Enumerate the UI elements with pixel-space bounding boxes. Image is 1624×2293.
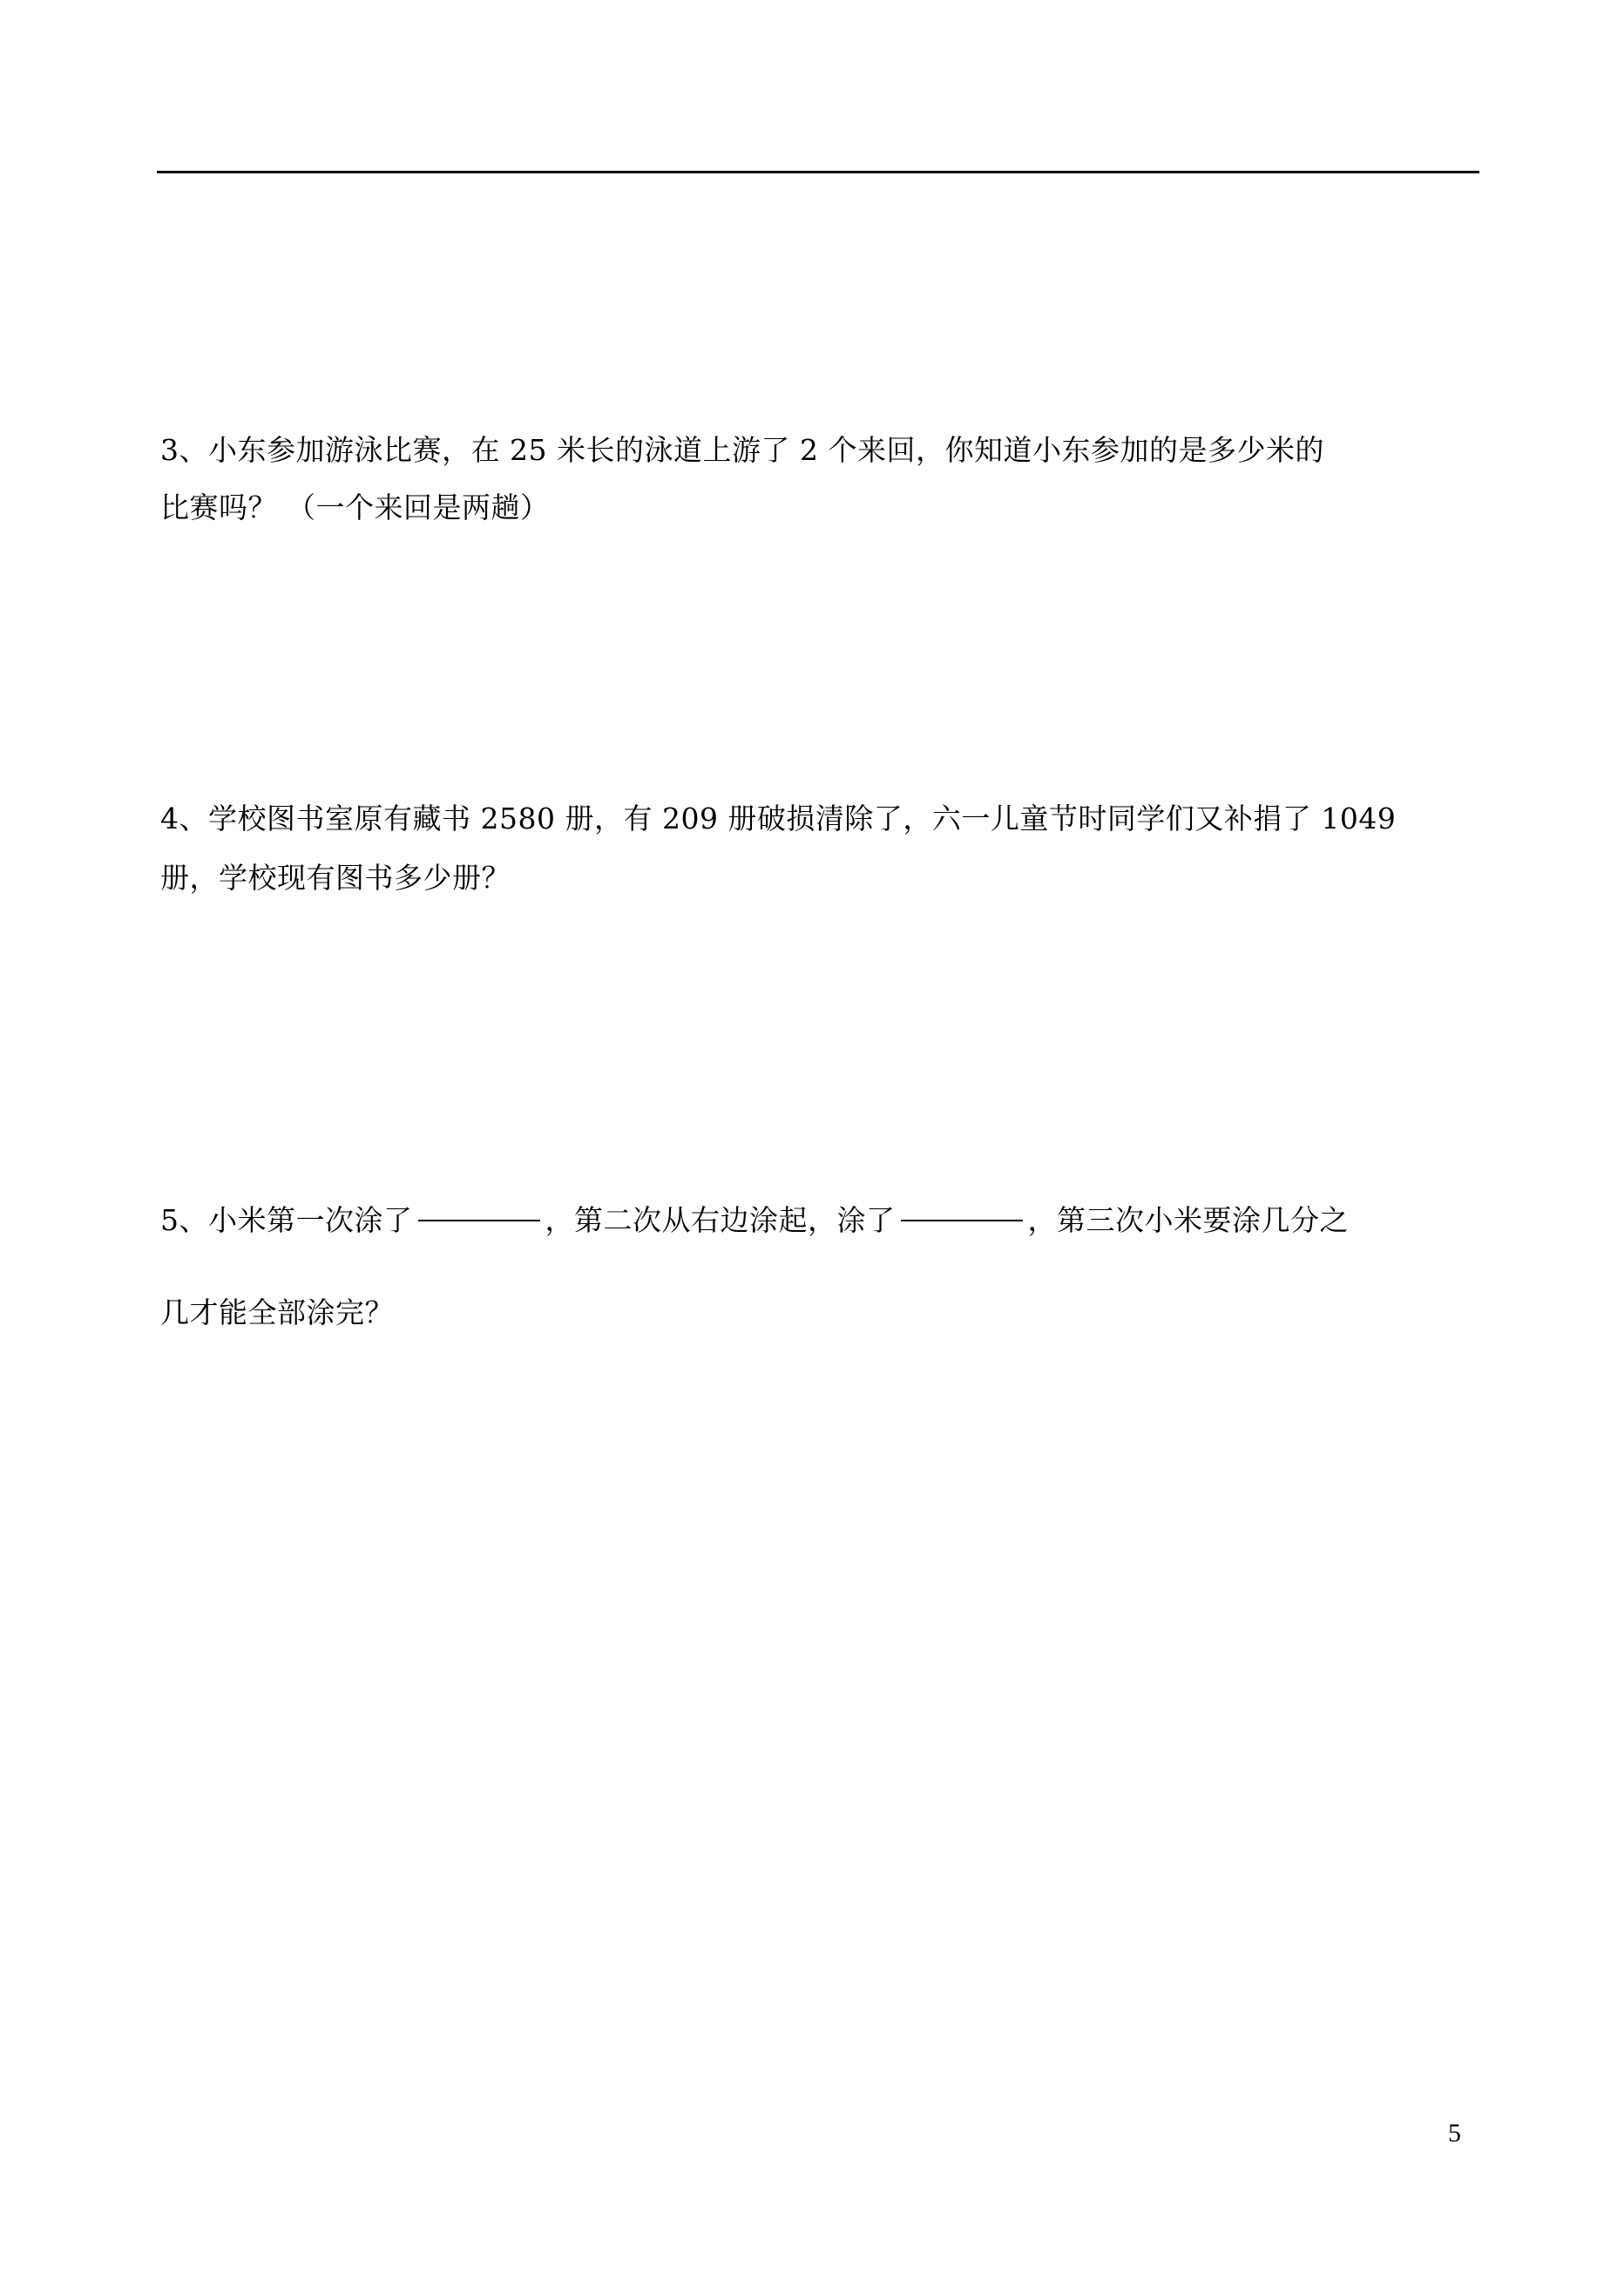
question-4	[160, 789, 1485, 908]
question-3-line-2: 比赛吗？ （一个来回是两趟）	[160, 490, 550, 524]
question-3-line-1: 3、小东参加游泳比赛，在 25 米长的泳道上游了 2 个来回，你知道小东参加的是多少米的	[160, 433, 1324, 467]
header-rule	[157, 171, 1479, 173]
fraction-blank-1	[418, 1220, 540, 1221]
question-5-text-part-3: ，第三次小米要涂几分之	[1027, 1203, 1349, 1237]
page-number: 5	[1448, 2119, 1461, 2148]
question-5-text-part-2: ，第二次从右边涂起，涂了	[545, 1203, 896, 1237]
question-4-line-2: 册，学校现有图书多少册？	[160, 861, 511, 895]
question-5-line-1	[160, 1197, 1485, 1244]
question-5-text-part-1: 5、小米第一次涂了	[160, 1203, 413, 1237]
fraction-blank-2	[901, 1220, 1023, 1221]
question-4-line-1: 4、学校图书室原有藏书 2580 册，有 209 册破损清除了，六一儿童节时同学们又补捐了 1049	[160, 802, 1397, 835]
question-5-line-2: 几才能全部涂完？	[160, 1295, 394, 1329]
question-5	[160, 1197, 1485, 1336]
question-3	[160, 422, 1485, 537]
